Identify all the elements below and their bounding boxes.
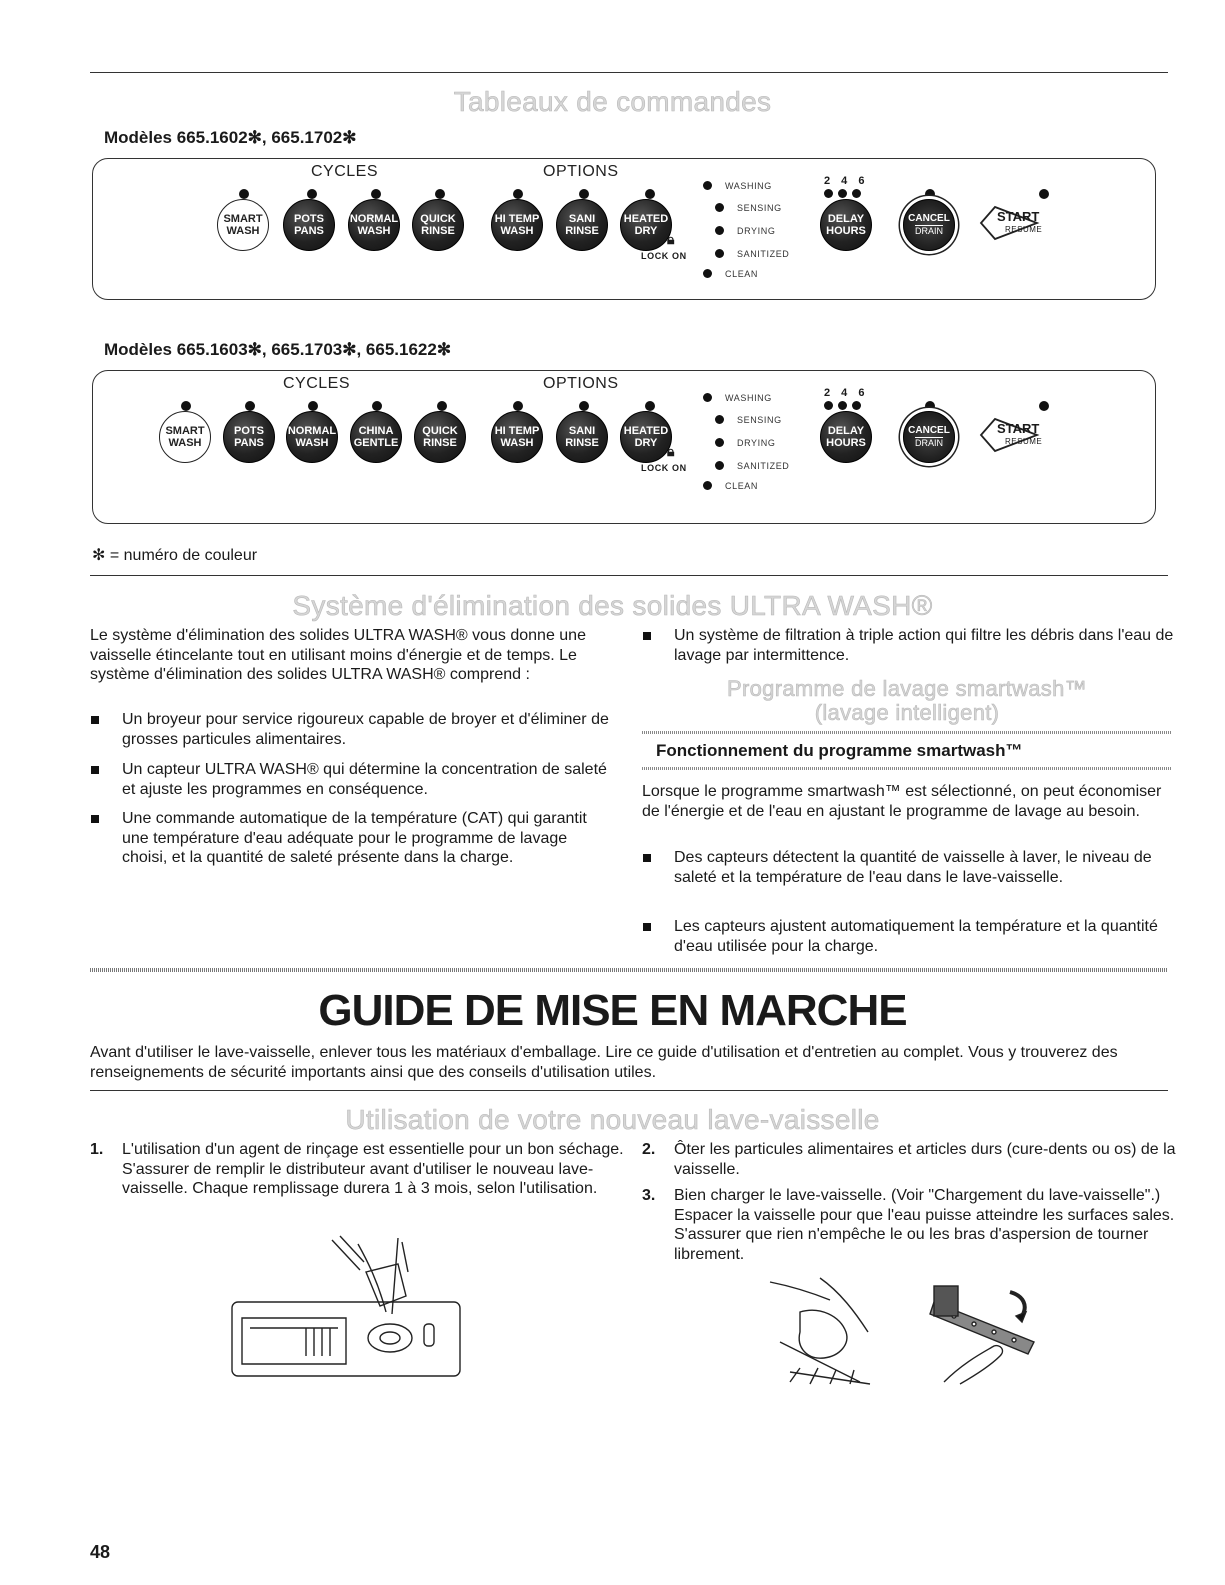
section-rule xyxy=(90,1090,1168,1091)
lock-on-label: LOCK ON xyxy=(641,463,687,473)
ultra-bullet-1: Un broyeur pour service rigoureux capable de broyer et d'éliminer de grosses particules alimentaires. xyxy=(90,710,612,749)
step-3: 3. Bien charger le lave-vaisselle. (Voir "Chargement du lave-vaisselle".) Espacer la vaisselle pour que l'eau puisse atteindre les surfaces sales. S'assurer que rien n'empêche le ou les bras d'aspersion de tourner librement. xyxy=(642,1187,1175,1263)
guide-title: GUIDE DE MISE EN MARCHE xyxy=(318,986,907,1035)
pots-pans-button[interactable]: POTS PANS xyxy=(223,411,275,463)
ultra-bullet-3: Une commande automatique de la température (CAT) qui garantit une température d'eau adéquate pour le programme de lavage choisi, et la quantité de saleté présente dans la charge. xyxy=(90,809,612,868)
step-1: 1. L'utilisation d'un agent de rinçage est essentielle pour un bon séchage. S'assurer de remplir le distributeur avant d'utiliser le nouveau lave-vaisselle. Chaque remplissage durera 1 à 3 mois, selon l'utilisation. xyxy=(90,1141,624,1197)
loading-hands-illustration xyxy=(760,1272,910,1392)
smartwash-intro: Lorsque le programme smartwash™ est sélectionné, on peut économiser de l'énergie et de l'eau en ajustant le programme de lavage au besoin. xyxy=(642,783,1162,820)
smartwash-bullet-2: Les capteurs ajustent automatiquement la température et la quantité d'eau utilisée pour la charge. xyxy=(642,917,1164,956)
status-sensing: SENSING xyxy=(737,415,782,425)
lock-on-label: LOCK ON xyxy=(641,251,687,261)
smart-wash-button[interactable]: SMART WASH xyxy=(217,199,269,251)
resume-label: RESUME xyxy=(1005,437,1043,446)
lock-icon: 🔒︎ xyxy=(667,231,675,247)
smartwash-bullet-1: Des capteurs détectent la quantité de vaisselle à laver, le niveau de saleté et la température de l'eau dans le lave-vaisselle. xyxy=(642,848,1164,887)
use-title: Utilisation de votre nouveau lave-vaisselle xyxy=(345,1104,880,1135)
status-washing: WASHING xyxy=(725,393,772,403)
section-rule xyxy=(90,575,1168,576)
page-number: 48 xyxy=(90,1542,111,1562)
status-clean: CLEAN xyxy=(725,269,759,279)
guide-intro: Avant d'utiliser le lave-vaisselle, enlever tous les matériaux d'emballage. Lire ce guide d'utilisation et d'entretien au complet. Vous y trouverez des renseignements de sécurité importants ainsi que des conseils d'utilisation utiles. xyxy=(90,1044,1118,1081)
normal-wash-button[interactable]: NORMAL WASH xyxy=(286,411,338,463)
panel1-heading: Modèles 665.1602✻, 665.1702✻ xyxy=(104,128,357,147)
quick-rinse-button[interactable]: QUICK RINSE xyxy=(412,199,464,251)
smart-wash-button[interactable]: SMART WASH xyxy=(159,411,211,463)
color-note: ✻ = numéro de couleur xyxy=(92,547,258,564)
cycles-label: CYCLES xyxy=(311,163,379,180)
smartwash-title-2: (lavage intelligent) xyxy=(814,700,1000,725)
top-rule xyxy=(90,72,1168,73)
ultra-bullet-2: Un capteur ULTRA WASH® qui détermine la concentration de saleté et ajuste les programmes en conséquence. xyxy=(90,760,612,799)
cycles-label: CYCLES xyxy=(283,375,351,392)
status-drying: DRYING xyxy=(737,438,776,448)
panel2-heading: Modèles 665.1603✻, 665.1703✻, 665.1622✻ xyxy=(104,340,452,359)
ultra-intro: Le système d'élimination des solides ULTRA WASH® vous donne une vaisselle étincelante tout en utilisant moins d'énergie et de temps. Le système d'élimination des solides ULTRA WASH® comprend : xyxy=(90,627,586,683)
resume-label: RESUME xyxy=(1005,225,1043,234)
delay-hours-scale: 2 4 6 xyxy=(824,387,869,399)
china-gentle-button[interactable]: CHINA GENTLE xyxy=(350,411,402,463)
options-label: OPTIONS xyxy=(543,375,619,392)
hatch-rule xyxy=(90,968,1168,972)
status-clean: CLEAN xyxy=(725,481,759,491)
spray-arm-illustration xyxy=(924,1272,1044,1392)
smartwash-subheading: Fonctionnement du programme smartwash™ xyxy=(656,741,1023,760)
delay-hours-button[interactable]: DELAY HOURS xyxy=(820,411,872,463)
cancel-drain-button[interactable]: CANCEL DRAIN xyxy=(903,411,955,463)
delay-hours-button[interactable]: DELAY HOURS xyxy=(820,199,872,251)
ultra-wash-title: Système d'élimination des solides ULTRA WASH® xyxy=(292,590,933,621)
control-panel-2 xyxy=(92,370,1156,524)
quick-rinse-button[interactable]: QUICK RINSE xyxy=(414,411,466,463)
step-2: 2. Ôter les particules alimentaires et articles durs (cure-dents ou os) de la vaisselle. xyxy=(642,1141,1176,1178)
status-sanitized: SANITIZED xyxy=(737,461,790,471)
sani-rinse-button[interactable]: SANI RINSE xyxy=(556,199,608,251)
heated-dry-button[interactable]: HEATED DRY xyxy=(620,199,672,251)
hi-temp-wash-button[interactable]: HI TEMP WASH xyxy=(491,199,543,251)
sani-rinse-button[interactable]: SANI RINSE xyxy=(556,411,608,463)
normal-wash-button[interactable]: NORMAL WASH xyxy=(348,199,400,251)
status-sensing: SENSING xyxy=(737,203,782,213)
controls-title: Tableaux de commandes xyxy=(453,86,772,117)
status-washing: WASHING xyxy=(725,181,772,191)
hatch-rule xyxy=(642,731,1172,734)
status-drying: DRYING xyxy=(737,226,776,236)
delay-hours-scale: 2 4 6 xyxy=(824,175,869,187)
ultra-bullet-4: Un système de filtration à triple action qui filtre les débris dans l'eau de lavage par intermittence. xyxy=(642,626,1184,665)
smartwash-title-1: Programme de lavage smartwash™ xyxy=(727,676,1087,701)
start-label: START xyxy=(997,421,1040,436)
start-label: START xyxy=(997,209,1040,224)
options-label: OPTIONS xyxy=(543,163,619,180)
cancel-drain-button[interactable]: CANCEL DRAIN xyxy=(903,199,955,251)
hatch-rule xyxy=(642,767,1172,770)
control-panel-1 xyxy=(92,158,1156,300)
hi-temp-wash-button[interactable]: HI TEMP WASH xyxy=(491,411,543,463)
status-sanitized: SANITIZED xyxy=(737,249,790,259)
rinse-aid-dispenser-illustration xyxy=(228,1232,464,1382)
lock-icon: 🔒︎ xyxy=(667,443,675,459)
pots-pans-button[interactable]: POTS PANS xyxy=(283,199,335,251)
heated-dry-button[interactable]: HEATED DRY xyxy=(620,411,672,463)
